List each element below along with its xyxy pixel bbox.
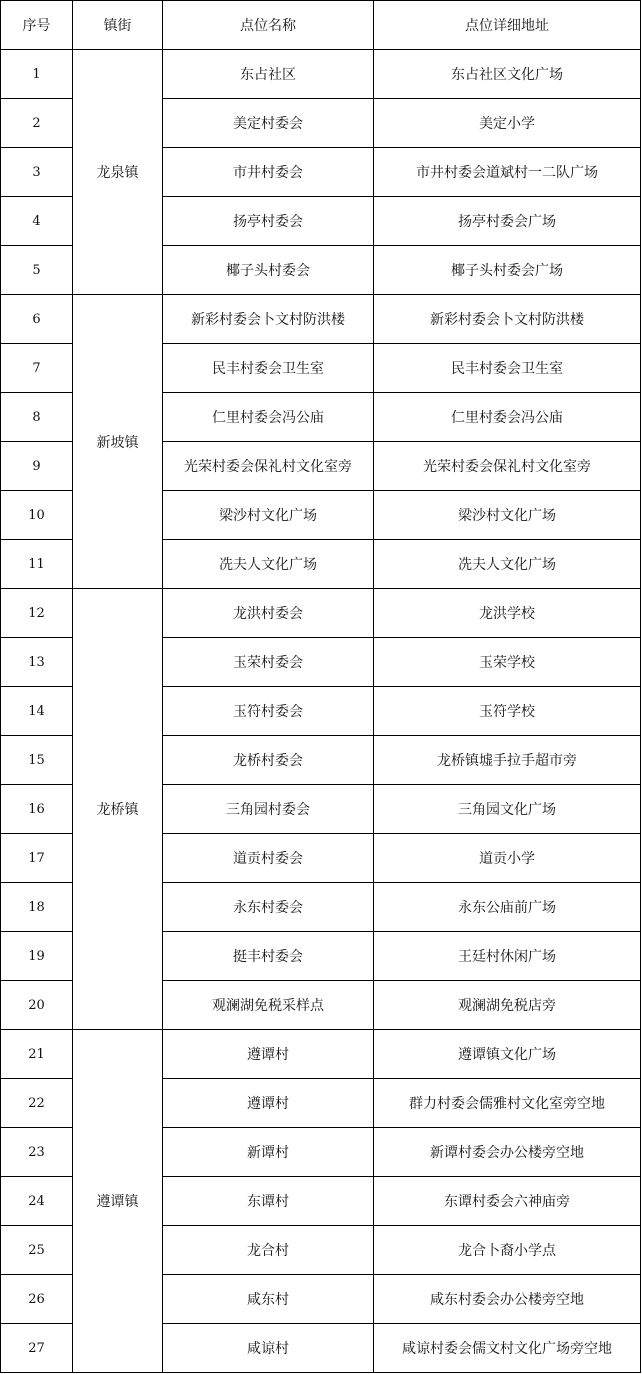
serial-number-cell: 12 (1, 589, 73, 638)
serial-number-cell: 21 (1, 1030, 73, 1079)
point-name-cell: 道贡村委会 (163, 834, 374, 883)
point-name-cell: 挺丰村委会 (163, 932, 374, 981)
point-address-cell: 王廷村休闲广场 (374, 932, 641, 981)
point-address-cell: 玉荣学校 (374, 638, 641, 687)
header-town: 镇街 (73, 1, 163, 50)
point-name-cell: 东谭村 (163, 1177, 374, 1226)
point-address-cell: 市井村委会道斌村一二队广场 (374, 148, 641, 197)
serial-number-cell: 27 (1, 1324, 73, 1373)
point-name-cell: 新彩村委会卜文村防洪楼 (163, 295, 374, 344)
serial-number-cell: 15 (1, 736, 73, 785)
point-address-cell: 仁里村委会冯公庙 (374, 393, 641, 442)
header-point-name: 点位名称 (163, 1, 374, 50)
serial-number-cell: 13 (1, 638, 73, 687)
point-name-cell: 市井村委会 (163, 148, 374, 197)
point-name-cell: 玉荣村委会 (163, 638, 374, 687)
point-name-cell: 梁沙村文化广场 (163, 491, 374, 540)
point-address-cell: 东谭村委会六神庙旁 (374, 1177, 641, 1226)
serial-number-cell: 9 (1, 442, 73, 491)
serial-number-cell: 19 (1, 932, 73, 981)
point-address-cell: 群力村委会儒雅村文化室旁空地 (374, 1079, 641, 1128)
serial-number-cell: 2 (1, 99, 73, 148)
point-name-cell: 龙桥村委会 (163, 736, 374, 785)
point-name-cell: 三角园村委会 (163, 785, 374, 834)
header-serial-number: 序号 (1, 1, 73, 50)
table-header-row (1, 1, 641, 50)
point-name-cell: 东占社区 (163, 50, 374, 99)
point-address-cell: 梁沙村文化广场 (374, 491, 641, 540)
serial-number-cell: 8 (1, 393, 73, 442)
town-cell: 龙泉镇 (73, 50, 163, 295)
point-name-cell: 扬亭村委会 (163, 197, 374, 246)
point-name-cell: 民丰村委会卫生室 (163, 344, 374, 393)
serial-number-cell: 5 (1, 246, 73, 295)
point-address-cell: 龙合卜裔小学点 (374, 1226, 641, 1275)
point-address-cell: 观澜湖免税店旁 (374, 981, 641, 1030)
point-address-cell: 民丰村委会卫生室 (374, 344, 641, 393)
point-address-cell: 龙桥镇墟手拉手超市旁 (374, 736, 641, 785)
point-name-cell: 咸谅村 (163, 1324, 374, 1373)
header-point-address: 点位详细地址 (374, 1, 641, 50)
point-address-cell: 新彩村委会卜文村防洪楼 (374, 295, 641, 344)
serial-number-cell: 18 (1, 883, 73, 932)
point-address-cell: 永东公庙前广场 (374, 883, 641, 932)
point-address-cell: 椰子头村委会广场 (374, 246, 641, 295)
point-address-cell: 三角园文化广场 (374, 785, 641, 834)
point-address-cell: 咸东村委会办公楼旁空地 (374, 1275, 641, 1324)
serial-number-cell: 23 (1, 1128, 73, 1177)
point-address-cell: 遵谭镇文化广场 (374, 1030, 641, 1079)
point-address-cell: 玉符学校 (374, 687, 641, 736)
serial-number-cell: 10 (1, 491, 73, 540)
table-row (1, 50, 641, 99)
point-address-cell: 美定小学 (374, 99, 641, 148)
serial-number-cell: 6 (1, 295, 73, 344)
serial-number-cell: 7 (1, 344, 73, 393)
serial-number-cell: 4 (1, 197, 73, 246)
point-name-cell: 玉符村委会 (163, 687, 374, 736)
point-name-cell: 遵谭村 (163, 1079, 374, 1128)
point-name-cell: 仁里村委会冯公庙 (163, 393, 374, 442)
table-row (1, 295, 641, 344)
serial-number-cell: 3 (1, 148, 73, 197)
town-cell: 新坡镇 (73, 295, 163, 589)
town-cell: 龙桥镇 (73, 589, 163, 1030)
serial-number-cell: 25 (1, 1226, 73, 1275)
point-address-cell: 咸谅村委会儒文村文化广场旁空地 (374, 1324, 641, 1373)
point-name-cell: 光荣村委会保礼村文化室旁 (163, 442, 374, 491)
table-row (1, 1030, 641, 1079)
serial-number-cell: 14 (1, 687, 73, 736)
point-name-cell: 观澜湖免税采样点 (163, 981, 374, 1030)
table-row (1, 589, 641, 638)
serial-number-cell: 26 (1, 1275, 73, 1324)
point-name-cell: 遵谭村 (163, 1030, 374, 1079)
town-cell: 遵谭镇 (73, 1030, 163, 1373)
point-address-cell: 扬亭村委会广场 (374, 197, 641, 246)
point-name-cell: 龙合村 (163, 1226, 374, 1275)
serial-number-cell: 1 (1, 50, 73, 99)
serial-number-cell: 22 (1, 1079, 73, 1128)
serial-number-cell: 20 (1, 981, 73, 1030)
point-address-cell: 新谭村委会办公楼旁空地 (374, 1128, 641, 1177)
point-name-cell: 美定村委会 (163, 99, 374, 148)
point-name-cell: 冼夫人文化广场 (163, 540, 374, 589)
point-address-cell: 道贡小学 (374, 834, 641, 883)
point-address-cell: 东占社区文化广场 (374, 50, 641, 99)
table-body (1, 50, 641, 1373)
serial-number-cell: 17 (1, 834, 73, 883)
point-address-cell: 光荣村委会保礼村文化室旁 (374, 442, 641, 491)
point-name-cell: 咸东村 (163, 1275, 374, 1324)
serial-number-cell: 16 (1, 785, 73, 834)
point-name-cell: 龙洪村委会 (163, 589, 374, 638)
point-address-cell: 冼夫人文化广场 (374, 540, 641, 589)
point-address-cell: 龙洪学校 (374, 589, 641, 638)
point-name-cell: 永东村委会 (163, 883, 374, 932)
point-name-cell: 新谭村 (163, 1128, 374, 1177)
serial-number-cell: 24 (1, 1177, 73, 1226)
serial-number-cell: 11 (1, 540, 73, 589)
point-name-cell: 椰子头村委会 (163, 246, 374, 295)
